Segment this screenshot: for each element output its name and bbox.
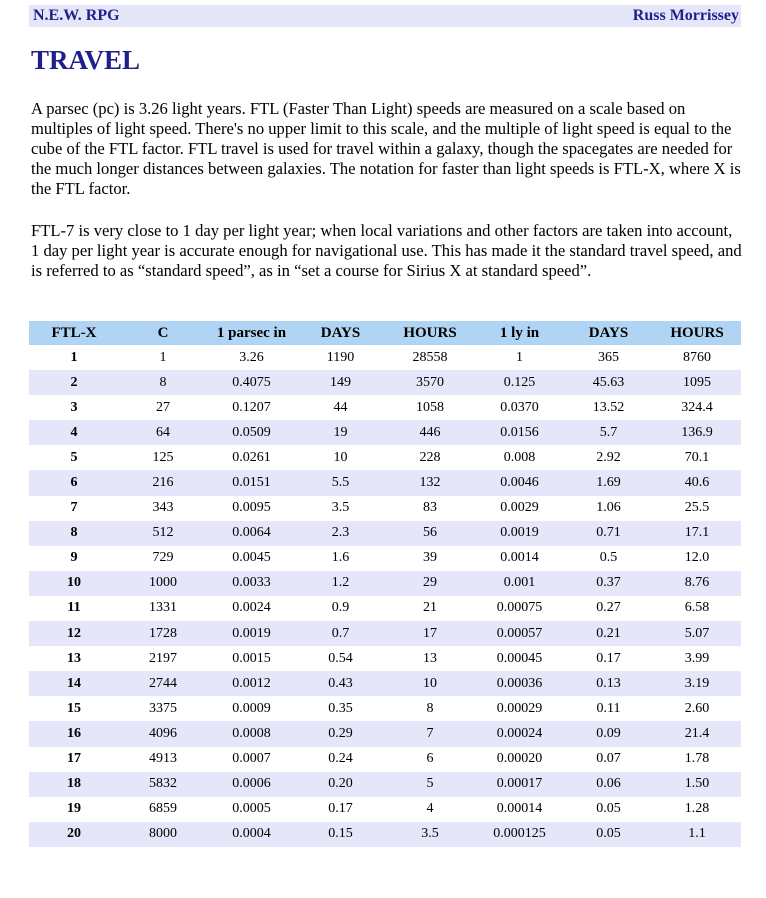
table-cell: 0.20 xyxy=(296,772,385,797)
table-cell: 19 xyxy=(296,420,385,445)
table-cell: 10 xyxy=(385,671,475,696)
table-cell: 0.7 xyxy=(296,621,385,646)
table-row xyxy=(29,420,741,445)
table-cell: 0.0509 xyxy=(207,420,296,445)
table-cell: 1.78 xyxy=(684,751,710,767)
table-cell: 14 xyxy=(29,671,119,696)
table-row xyxy=(29,470,741,495)
table-cell: 1 xyxy=(516,349,523,365)
table-cell: 0.0014 xyxy=(500,550,539,566)
table-cell: 1.2 xyxy=(296,571,385,596)
table-header-row xyxy=(29,321,741,345)
table-cell: 0.4075 xyxy=(207,370,296,395)
table-cell: 40.6 xyxy=(653,470,741,495)
table-cell: 7 xyxy=(70,500,78,516)
table-cell: 27 xyxy=(156,399,170,415)
table-cell: 0.0007 xyxy=(232,751,271,767)
table-cell: 446 xyxy=(385,420,475,445)
table-cell: 3.26 xyxy=(239,349,264,365)
table-cell: 8 xyxy=(119,370,207,395)
table-cell: 28558 xyxy=(412,349,448,365)
header-game-title: N.E.W. RPG xyxy=(33,7,120,24)
column-header-ftl-x: FTL-X xyxy=(29,321,119,345)
table-cell: 0.00024 xyxy=(475,721,564,746)
table-cell: 13 xyxy=(67,650,81,666)
table-cell: 18 xyxy=(29,772,119,797)
table-cell: 83 xyxy=(423,500,437,516)
table-cell: 1.28 xyxy=(684,801,710,817)
table-cell: 8 xyxy=(426,700,434,716)
ftl-travel-table xyxy=(29,321,741,847)
table-row xyxy=(29,772,741,797)
table-cell: 5832 xyxy=(119,772,207,797)
table-cell: 29 xyxy=(385,571,475,596)
table-cell: 0.0261 xyxy=(232,449,271,465)
table-cell: 0.54 xyxy=(328,650,353,666)
table-cell: 0.9 xyxy=(331,600,350,616)
table-cell: 1.69 xyxy=(564,470,653,495)
table-cell: 0.21 xyxy=(564,621,653,646)
table-cell: 0.0024 xyxy=(232,600,271,616)
table-cell: 0.29 xyxy=(296,721,385,746)
table-cell: 1.50 xyxy=(653,772,741,797)
table-cell: 0.09 xyxy=(564,721,653,746)
table-cell: 0.00057 xyxy=(475,621,564,646)
page-title: TRAVEL xyxy=(31,45,141,75)
table-cell: 0.24 xyxy=(328,751,353,767)
table-cell: 7 xyxy=(385,721,475,746)
table-cell: 0.27 xyxy=(596,600,621,616)
table-cell: 0.0095 xyxy=(232,500,271,516)
table-cell: 3375 xyxy=(149,700,177,716)
table-cell: 4 xyxy=(29,420,119,445)
table-body xyxy=(29,345,741,847)
table-cell: 0.06 xyxy=(564,772,653,797)
table-cell: 0.07 xyxy=(596,751,621,767)
table-cell: 10 xyxy=(29,571,119,596)
table-cell: 8 xyxy=(29,521,119,546)
table-cell: 3.5 xyxy=(385,822,475,847)
table-cell: 16 xyxy=(29,721,119,746)
table-cell: 56 xyxy=(385,521,475,546)
table-cell: 343 xyxy=(152,500,174,516)
table-cell: 64 xyxy=(119,420,207,445)
table-cell: 0.125 xyxy=(475,370,564,395)
table-cell: 13.52 xyxy=(592,399,625,415)
table-cell: 13 xyxy=(423,650,437,666)
table-cell: 39 xyxy=(423,550,437,566)
table-cell: 8000 xyxy=(119,822,207,847)
table-cell: 512 xyxy=(119,521,207,546)
table-cell: 8760 xyxy=(683,349,711,365)
table-cell: 0.0006 xyxy=(207,772,296,797)
table-cell: 0.0019 xyxy=(475,521,564,546)
table-cell: 1728 xyxy=(119,621,207,646)
table-cell: 0.17 xyxy=(328,801,353,817)
table-row xyxy=(29,621,741,646)
table-cell: 5.5 xyxy=(296,470,385,495)
table-cell: 11 xyxy=(67,600,81,616)
table-cell: 44 xyxy=(333,399,348,415)
table-row xyxy=(29,596,741,621)
table-row xyxy=(29,395,741,420)
table-cell: 0.008 xyxy=(503,449,536,465)
table-cell: 136.9 xyxy=(653,420,741,445)
table-row xyxy=(29,546,741,571)
table-row xyxy=(29,370,741,395)
table-cell: 0.35 xyxy=(328,700,353,716)
table-cell: 0.0004 xyxy=(207,822,296,847)
table-cell: 0.001 xyxy=(475,571,564,596)
column-header-parsec-days: DAYS xyxy=(296,321,385,345)
table-row xyxy=(29,721,741,746)
table-cell: 2.92 xyxy=(596,449,621,465)
table-cell: 12.0 xyxy=(684,550,710,566)
table-cell: 0.0064 xyxy=(207,521,296,546)
table-row xyxy=(29,797,741,822)
table-cell: 228 xyxy=(419,449,441,465)
table-cell: 0.17 xyxy=(596,650,621,666)
table-cell: 3.5 xyxy=(331,500,350,516)
table-cell: 1331 xyxy=(149,600,177,616)
table-cell: 25.5 xyxy=(684,500,710,516)
table-cell: 3570 xyxy=(385,370,475,395)
table-cell: 0.00029 xyxy=(496,700,543,716)
header-author: Russ Morrissey xyxy=(632,7,739,24)
table-cell: 8.76 xyxy=(653,571,741,596)
table-cell: 12 xyxy=(29,621,119,646)
table-cell: 5 xyxy=(385,772,475,797)
table-cell: 17 xyxy=(67,751,81,767)
table-cell: 45.63 xyxy=(564,370,653,395)
table-cell: 0.0015 xyxy=(232,650,271,666)
table-cell: 21 xyxy=(423,600,437,616)
table-row xyxy=(29,445,741,470)
column-header-parsec-hours: HOURS xyxy=(385,321,475,345)
column-header-parsec-in: 1 parsec in xyxy=(207,321,296,345)
table-cell: 0.0045 xyxy=(232,550,271,566)
table-cell: 0.71 xyxy=(564,521,653,546)
table-cell: 0.05 xyxy=(564,822,653,847)
table-cell: 1 xyxy=(159,349,167,365)
table-cell: 5.07 xyxy=(653,621,741,646)
table-cell: 21.4 xyxy=(653,721,741,746)
table-cell: 132 xyxy=(385,470,475,495)
table-cell: 1.6 xyxy=(331,550,350,566)
table-cell: 0.0009 xyxy=(232,700,271,716)
table-cell: 0.37 xyxy=(564,571,653,596)
header-bar xyxy=(29,5,741,27)
column-header-c: C xyxy=(119,321,207,345)
table-cell: 10 xyxy=(333,449,348,465)
table-cell: 0.00014 xyxy=(496,801,543,817)
table-cell: 0.1207 xyxy=(232,399,271,415)
table-cell: 365 xyxy=(598,349,619,365)
table-cell: 149 xyxy=(296,370,385,395)
table-cell: 0.13 xyxy=(564,671,653,696)
table-cell: 0.0005 xyxy=(232,801,271,817)
table-cell: 0.0151 xyxy=(207,470,296,495)
table-cell: 1.1 xyxy=(653,822,741,847)
table-cell: 0.00045 xyxy=(496,650,543,666)
table-cell: 0.5 xyxy=(599,550,618,566)
table-row xyxy=(29,496,741,521)
table-cell: 1095 xyxy=(653,370,741,395)
table-cell: 2.3 xyxy=(296,521,385,546)
column-header-ly-hours: HOURS xyxy=(653,321,741,345)
table-cell: 0.0033 xyxy=(207,571,296,596)
table-cell: 6.58 xyxy=(684,600,710,616)
table-cell: 0.0012 xyxy=(207,671,296,696)
table-cell: 0.15 xyxy=(296,822,385,847)
table-cell: 324.4 xyxy=(681,399,713,415)
table-row xyxy=(29,646,741,671)
table-cell: 0.00020 xyxy=(496,751,543,767)
table-cell: 3.99 xyxy=(684,650,710,666)
table-cell: 5.7 xyxy=(564,420,653,445)
table-row xyxy=(29,696,741,721)
table-cell: 70.1 xyxy=(684,449,710,465)
table-cell: 216 xyxy=(119,470,207,495)
table-cell: 19 xyxy=(67,801,81,817)
column-header-ly-in: 1 ly in xyxy=(475,321,564,345)
table-cell: 0.0019 xyxy=(207,621,296,646)
table-cell: 1000 xyxy=(119,571,207,596)
table-cell: 2.60 xyxy=(684,700,710,716)
table-cell: 2744 xyxy=(119,671,207,696)
table-cell: 20 xyxy=(29,822,119,847)
table-cell: 15 xyxy=(67,700,81,716)
table-cell: 0.0008 xyxy=(207,721,296,746)
standard-speed-paragraph: FTL-7 is very close to 1 day per light year; when local variations and other factors are taken into account, 1 day per light year is accurate enough for navigational use. This has made it the standard travel speed, and is referred to as “standard speed”, as in “set a course for Sirius X at standard speed”. xyxy=(31,221,742,280)
table-cell: 2197 xyxy=(149,650,177,666)
table-cell: 6 xyxy=(426,751,434,767)
table-cell: 1190 xyxy=(326,349,355,365)
table-row xyxy=(29,571,741,596)
table-cell: 0.0046 xyxy=(475,470,564,495)
table-cell: 9 xyxy=(70,550,78,566)
table-cell: 0.11 xyxy=(596,700,621,716)
table-cell: 17.1 xyxy=(653,521,741,546)
table-cell: 0.00036 xyxy=(475,671,564,696)
table-cell: 0.0156 xyxy=(475,420,564,445)
table-row xyxy=(29,747,741,772)
table-cell: 729 xyxy=(152,550,174,566)
intro-paragraph: A parsec (pc) is 3.26 light years. FTL (Faster Than Light) speeds are measured on a scale based on multiples of light speed. There's no upper limit to this scale, and the multiple of light speed is equal to the cube of the FTL factor. FTL travel is used for travel within a galaxy, though the spacegates are needed for the much longer distances between galaxies. The notation for faster than light speeds is FTL-X, where X is the FTL factor. xyxy=(31,99,741,198)
table-cell: 1 xyxy=(70,349,78,365)
table-cell: 0.00075 xyxy=(496,600,543,616)
table-cell: 3.19 xyxy=(653,671,741,696)
table-cell: 0.000125 xyxy=(475,822,564,847)
table-cell: 3 xyxy=(70,399,78,415)
table-cell: 4096 xyxy=(119,721,207,746)
table-cell: 2 xyxy=(29,370,119,395)
table-cell: 0.05 xyxy=(596,801,621,817)
table-cell: 1058 xyxy=(416,399,444,415)
table-cell: 4 xyxy=(426,801,434,817)
table-cell: 0.0370 xyxy=(500,399,539,415)
table-cell: 0.0029 xyxy=(500,500,539,516)
table-row xyxy=(29,822,741,847)
table-cell: 4913 xyxy=(149,751,177,767)
table-cell: 17 xyxy=(385,621,475,646)
table-cell: 125 xyxy=(152,449,174,465)
table-cell: 0.43 xyxy=(296,671,385,696)
table-row xyxy=(29,521,741,546)
table-cell: 6859 xyxy=(149,801,177,817)
table-row xyxy=(29,671,741,696)
table-cell: 6 xyxy=(29,470,119,495)
column-header-ly-days: DAYS xyxy=(564,321,653,345)
table-cell: 1.06 xyxy=(596,500,621,516)
table-cell: 0.00017 xyxy=(475,772,564,797)
table-row xyxy=(29,345,741,370)
table-cell: 5 xyxy=(70,449,78,465)
